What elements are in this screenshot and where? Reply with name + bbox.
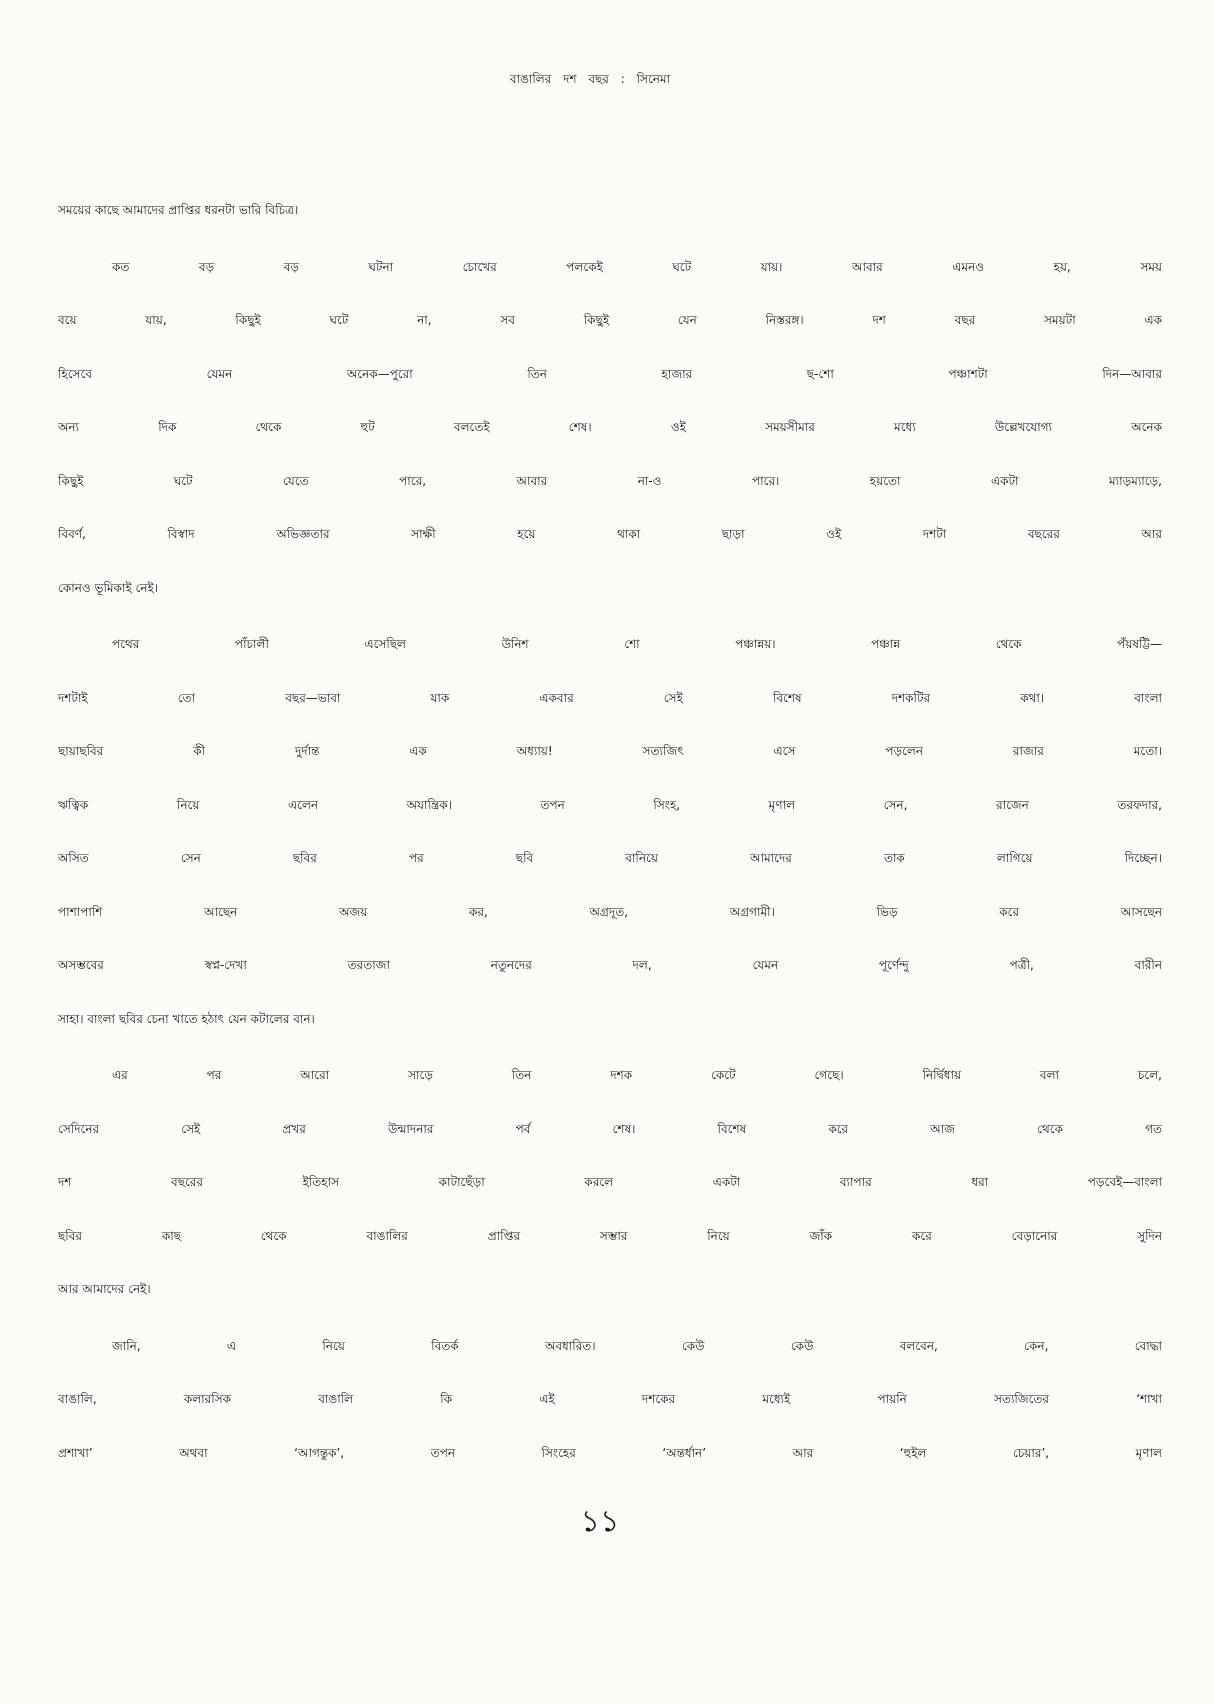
text-line: অসম্ভবের স্বপ্ন-দেখা তরতাজা নতুনদের দল, যেমন পূর্ণেন্দু পত্রী, বারীন (58, 958, 1162, 972)
text-line: কিছুই ঘটে যেতে পারে, আবার না-ও পারে। হয়তো একটা ম্যাড়ম্যাড়ে, (58, 473, 1162, 488)
page-number: ১১ (580, 1504, 620, 1539)
paragraph (58, 618, 1162, 1046)
text-line: বাঙালি, কলারসিক বাঙালি কি এই দশকের মধ্যেই পায়নি সত্যজিতের ‘শাখা (58, 1392, 1162, 1406)
paragraph (58, 184, 1162, 238)
text-line: বয়ে যায়, কিছুই ঘটে না, সব কিছুই যেন নিস্তরঙ্গ। দশ বছর সময়টা এক (58, 313, 1162, 327)
text-line: বিবর্ণ, বিস্বাদ অভিজ্ঞতার সাক্ষী হয়ে থাকা ছাড়া ওই দশটা বছরের আর (58, 527, 1162, 541)
text-line: জানি, এ নিয়ে বিতর্ক অবধারিত। কেউ কেউ বলবেন, কেন, বোদ্ধা (112, 1338, 1162, 1353)
paragraph (58, 241, 1162, 616)
page-title: বাঙালির দশ বছর : সিনেমা (509, 72, 671, 86)
paragraph (58, 1049, 1162, 1317)
text-line: কত বড় বড় ঘটনা চোখের পলকেই ঘটে যায়। আবার এমনও হয়, সময় (112, 259, 1162, 274)
text-line: দশ বছরের ইতিহাস কাটাছেঁড়া করলে একটা ব্যাপার ধরা পড়বেই—বাংলা (58, 1175, 1162, 1189)
text-line: সময়ের কাছে আমাদের প্রাপ্তির ধরনটা ভারি বিচিত্র। (58, 203, 299, 217)
text-line: আর আমাদের নেই। (58, 1282, 151, 1296)
text-line: ছায়াছবির কী দুর্দান্ত এক অধ্যায়! সত্যজিৎ এসে পড়লেন রাজার মতো। (58, 744, 1162, 758)
text-line: দশটাই তো বছর—ভাবা যাক একবার সেই বিশেষ দশকটির কথা। বাংলা (58, 690, 1162, 705)
text-line: এর পর আরো সাড়ে তিন দশক কেটে গেছে। নির্দ্বিধায় বলা চলে, (112, 1068, 1162, 1082)
text-line: সেদিনের সেই প্রখর উন্মাদনার পর্ব শেষ। বিশেষ করে আজ থেকে গত (58, 1121, 1162, 1136)
text-line: ছবির কাছ থেকে বাঙালির প্রাপ্তির সম্ভার নিয়ে জাঁক করে বেড়ানোর সুদিন (58, 1228, 1162, 1243)
text-line: সাহা। বাংলা ছবির চেনা খাতে হঠাৎ যেন কটালের বান। (58, 1011, 315, 1026)
paragraph (58, 1320, 1162, 1481)
text-line: ঋত্বিক নিয়ে এলেন অযান্ত্রিক। তপন সিংহ, মৃণাল সেন, রাজেন তরফদার, (58, 797, 1162, 812)
text-line: পাশাপাশি আছেন অজয় কর, অগ্রদূত, অগ্রগামী। ভিড় করে আসছেন (58, 904, 1162, 919)
text-line: কোনও ভূমিকাই নেই। (58, 580, 159, 595)
text-line: অন্য দিক থেকে হুট বলতেই শেষ। ওই সময়সীমার মধ্যে উল্লেখযোগ্য অনেক (58, 420, 1162, 434)
text-line: প্রশাখা’ অথবা ‘আগন্তুক’, তপন সিংহের ‘অন্তর্ধান’ আর ‘হুইল চেয়ার’, মৃণাল (58, 1445, 1162, 1460)
article-body (58, 184, 1162, 1483)
text-line: হিসেবে যেমন অনেক—পুরো তিন হাজার ছ-শো পঞ্চাশটা দিন—আবার (58, 366, 1162, 381)
text-line: পথের পাঁচালী এসেছিল উনিশ শো পঞ্চান্নয়। পঞ্চান্ন থেকে পঁয়ষট্টি— (112, 637, 1162, 651)
text-line: অসিত সেন ছবির পর ছবি বানিয়ে আমাদের তাক লাগিয়ে দিচ্ছেন। (58, 851, 1162, 865)
